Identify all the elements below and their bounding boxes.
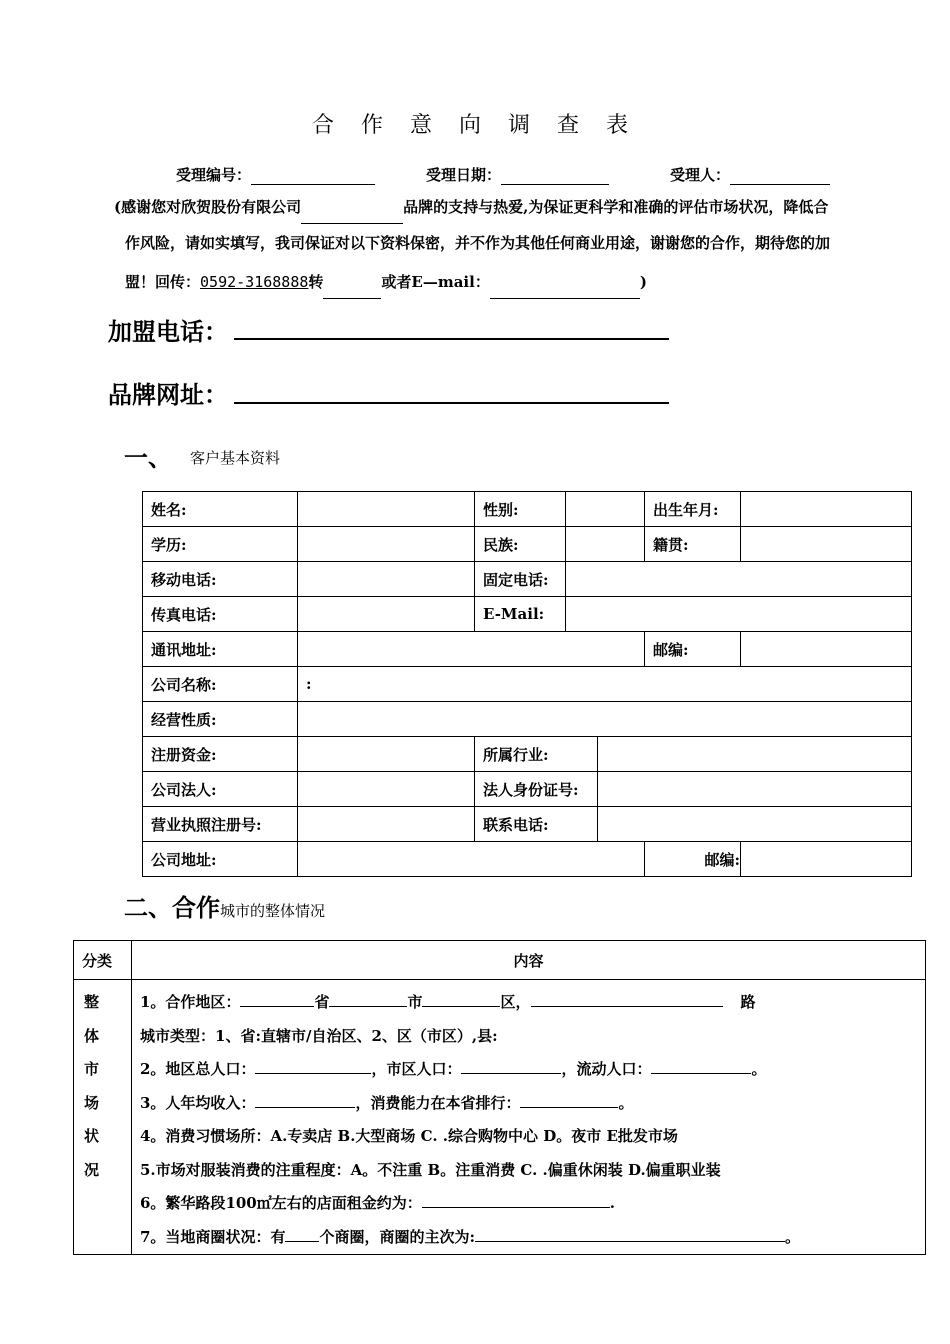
- mobile-input[interactable]: [298, 562, 475, 597]
- brand-url-label: 品牌网址：: [108, 381, 228, 409]
- text: 区，: [500, 993, 531, 1011]
- table-row: [143, 772, 912, 807]
- postcode2-input[interactable]: [741, 842, 912, 877]
- accept-person: [670, 164, 830, 185]
- table-row: [143, 562, 912, 597]
- accept-date-label: 受理日期：: [426, 166, 502, 184]
- address-label: 通讯地址:: [143, 632, 298, 667]
- category-char: 整: [84, 993, 100, 1011]
- intro-text: ): [639, 273, 647, 291]
- accept-date-field[interactable]: [501, 167, 609, 185]
- city-market-table: [73, 940, 926, 1255]
- address-input[interactable]: [298, 632, 645, 667]
- brand-url-field[interactable]: [234, 401, 669, 404]
- category-char: 状: [84, 1127, 100, 1145]
- circle-order-field[interactable]: [475, 1226, 785, 1242]
- category-char: 场: [84, 1093, 100, 1112]
- category-cell: [74, 980, 132, 1255]
- join-phone-field[interactable]: [234, 337, 669, 340]
- table-row: [143, 597, 912, 632]
- accept-person-label: 受理人：: [670, 166, 731, 184]
- license-no-label: 营业执照注册号:: [143, 807, 298, 842]
- native-input[interactable]: [741, 527, 912, 562]
- text: ，流动人口：: [561, 1060, 652, 1078]
- mobile-label: 移动电话:: [143, 562, 298, 597]
- circle-count-field[interactable]: [285, 1226, 319, 1242]
- table-row: [143, 492, 912, 527]
- intro-text: (感谢您对欣贺股份有限公司: [114, 198, 302, 216]
- reg-capital-label: 注册资金:: [143, 737, 298, 772]
- category-char: 体: [84, 1026, 100, 1045]
- text: 个商圈，商圈的主次为:: [319, 1227, 475, 1246]
- contact-phone-input[interactable]: [598, 807, 912, 842]
- intro-line-2: 作风险，请如实填写，我司保证对以下资料保密，并不作为其他任何商业用途，谢谢您的合作，期待您的加: [125, 234, 831, 252]
- text: 市: [407, 993, 423, 1011]
- ethnicity-label: 民族:: [475, 527, 566, 562]
- intro-text: 或者E—mail：: [381, 273, 490, 291]
- birth-input[interactable]: [741, 492, 912, 527]
- section2-title: 城市的整体情况: [220, 902, 326, 920]
- company-name-label: 公司名称:: [143, 667, 298, 702]
- business-nature-input[interactable]: [298, 702, 912, 737]
- income-line: [140, 1087, 925, 1121]
- brand-name-field[interactable]: [301, 206, 403, 224]
- section2-heading: [124, 888, 325, 923]
- postcode-label: 邮编:: [645, 632, 741, 667]
- join-phone-label: 加盟电话：: [108, 318, 228, 346]
- table-row: [74, 941, 926, 980]
- fax-label: 传真电话:: [143, 597, 298, 632]
- category-char: 况: [84, 1160, 100, 1179]
- text: 。: [618, 1093, 634, 1112]
- text: 6。繁华路段100㎡左右的店面租金约为：: [140, 1194, 422, 1212]
- accept-number: [176, 164, 375, 185]
- text: ，市区人口：: [371, 1060, 462, 1078]
- floating-population-field[interactable]: [651, 1058, 751, 1074]
- license-no-input[interactable]: [298, 807, 475, 842]
- intro-line-1: [114, 190, 828, 224]
- contact-phone-label: 联系电话:: [475, 807, 598, 842]
- legal-id-label: 法人身份证号:: [475, 772, 598, 807]
- page-title: 合 作 意 向 调 查 表: [312, 113, 638, 138]
- accept-number-label: 受理编号：: [176, 166, 252, 184]
- text: 。: [751, 1060, 767, 1078]
- text: ，消费能力在本省排行：: [355, 1093, 521, 1112]
- table-row: [143, 527, 912, 562]
- email-input[interactable]: [566, 597, 912, 632]
- text: 7。当地商圈状况：有: [140, 1227, 286, 1246]
- business-nature-label: 经营性质:: [143, 702, 298, 737]
- fax-number: 0592-3168888: [200, 273, 309, 291]
- industry-input[interactable]: [598, 737, 912, 772]
- legal-id-input[interactable]: [598, 772, 912, 807]
- urban-population-field[interactable]: [461, 1058, 561, 1074]
- rent-field[interactable]: [422, 1192, 610, 1208]
- business-circle-line: [140, 1221, 925, 1255]
- table-row: [74, 980, 926, 1255]
- customer-info-table: [142, 491, 912, 877]
- section1-title: 客户基本资料: [190, 449, 281, 467]
- intro-line-3: [125, 265, 647, 299]
- section2-number: 二、合作: [124, 894, 220, 922]
- birth-label: 出生年月:: [645, 492, 741, 527]
- email-label: E-Mail:: [475, 597, 566, 632]
- cooperation-area-line: [140, 986, 925, 1020]
- education-label: 学历:: [143, 527, 298, 562]
- intro-text: 盟！回传：: [125, 273, 201, 291]
- text: 1。合作地区：: [140, 993, 241, 1011]
- content-cell: [132, 980, 926, 1255]
- consumption-place-line: 4。消费习惯场所：A.专卖店 B.大型商场 C. .综合购物中心 D。夜市 E批发市场: [140, 1127, 678, 1145]
- category-char: 市: [84, 1060, 100, 1078]
- clothing-attention-line: 5.市场对服装消费的注重程度：A。不注重 B。注重消费 C. .偏重休闲装 D.偏重职业装: [140, 1160, 721, 1179]
- table-row: [143, 702, 912, 737]
- text: .: [609, 1194, 615, 1212]
- table-row: [143, 807, 912, 842]
- consumption-rank-field[interactable]: [520, 1092, 618, 1108]
- text: 省: [314, 993, 330, 1011]
- accept-date: [426, 164, 609, 185]
- accept-number-field[interactable]: [251, 167, 375, 185]
- section1-number: 一、: [124, 444, 172, 472]
- fixed-phone-input[interactable]: [566, 562, 912, 597]
- education-input[interactable]: [298, 527, 475, 562]
- company-address-label: 公司地址:: [143, 842, 298, 877]
- city-field[interactable]: [329, 991, 407, 1007]
- text: 。: [785, 1227, 801, 1246]
- road-field[interactable]: [531, 991, 723, 1007]
- district-field[interactable]: [422, 991, 500, 1007]
- table-row: [143, 667, 912, 702]
- table-row: [143, 632, 912, 667]
- extension-field[interactable]: [323, 281, 381, 299]
- city-type-line: 城市类型：1、省:直辖市/自治区、2、区（市区）,县:: [140, 1026, 498, 1045]
- table-row: [143, 737, 912, 772]
- reg-capital-input[interactable]: [298, 737, 475, 772]
- accept-person-field[interactable]: [730, 167, 830, 185]
- intro-text: 转: [308, 273, 324, 291]
- name-label: 姓名:: [143, 492, 298, 527]
- col-content-header: 内容: [132, 941, 926, 980]
- gender-input[interactable]: [566, 492, 645, 527]
- legal-person-label: 公司法人:: [143, 772, 298, 807]
- native-label: 籍贯:: [645, 527, 741, 562]
- rent-line: [140, 1187, 925, 1221]
- company-name-input[interactable]: :: [298, 667, 912, 702]
- text: 3。人年均收入：: [140, 1093, 256, 1112]
- company-address-input[interactable]: [298, 842, 645, 877]
- legal-person-input[interactable]: [298, 772, 475, 807]
- postcode-input[interactable]: [741, 632, 912, 667]
- name-input[interactable]: [298, 492, 475, 527]
- email-field[interactable]: [490, 281, 640, 299]
- fixed-phone-label: 固定电话:: [475, 562, 566, 597]
- ethnicity-input[interactable]: [566, 527, 645, 562]
- text: 2。地区总人口：: [140, 1060, 256, 1078]
- col-category-header: 分类: [74, 941, 132, 980]
- postcode2-label: 邮编:: [645, 842, 741, 877]
- text: 路: [740, 993, 756, 1011]
- population-line: [140, 1053, 925, 1087]
- income-field[interactable]: [255, 1092, 355, 1108]
- total-population-field[interactable]: [255, 1058, 371, 1074]
- industry-label: 所属行业:: [475, 737, 598, 772]
- intro-text: 品牌的支持与热爱,为保证更科学和准确的评估市场状况，降低合: [403, 198, 829, 216]
- fax-input[interactable]: [298, 597, 475, 632]
- gender-label: 性别:: [475, 492, 566, 527]
- province-field[interactable]: [240, 991, 314, 1007]
- table-row: [143, 842, 912, 877]
